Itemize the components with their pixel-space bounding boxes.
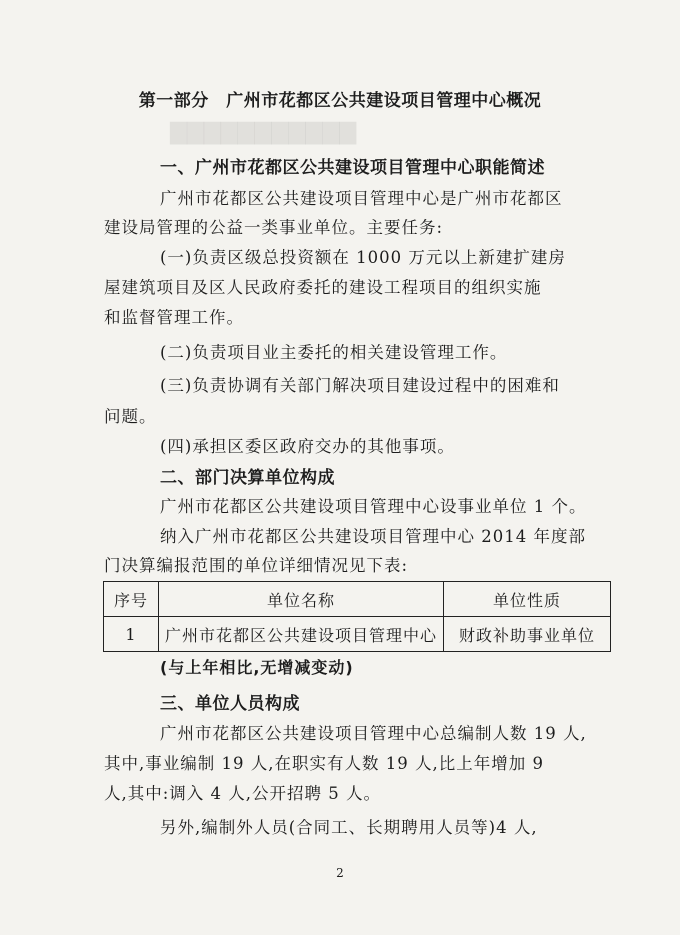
section3-para1-line3: 人,其中:调入 4 人,公开招聘 5 人。 [104,784,382,803]
section3-para1-line2: 其中,事业编制 19 人,在职实有人数 19 人,比上年增加 9 [104,754,544,773]
section1-heading: 一、广州市花都区公共建设项目管理中心职能简述 [160,158,545,178]
table-cell: 1 [104,617,159,652]
section1-intro-line1: 广州市花都区公共建设项目管理中心是广州市花都区 [160,189,563,208]
section1-task3-line1: (三)负责协调有关部门解决项目建设过程中的困难和 [160,376,560,395]
section2-heading: 二、部门决算单位构成 [160,468,335,488]
page-number: 2 [336,866,344,880]
bleed-through-decoration: ▇▇▇▇▇▇▇▇▇▇▇ [170,120,357,145]
section2-para2-line1: 纳入广州市花都区公共建设项目管理中心 2014 年度部 [160,527,586,546]
part-title: 第一部分 广州市花都区公共建设项目管理中心概况 [138,91,542,111]
section1-intro-line2: 建设局管理的公益一类事业单位。主要任务: [104,218,444,237]
section2-para2-line2: 门决算编报范围的单位详细情况见下表: [104,556,409,575]
section1-task4-line1: (四)承担区委区政府交办的其他事项。 [160,437,455,456]
section2-note: (与上年相比,无增减变动) [160,658,354,677]
section3-para2-line1: 另外,编制外人员(合同工、长期聘用人员等)4 人, [160,818,538,837]
section1-task1-line3: 和监督管理工作。 [104,308,244,327]
table-header-row [104,582,611,617]
table-row [104,617,611,652]
section1-task2-line1: (二)负责项目业主委托的相关建设管理工作。 [160,343,508,362]
table-header-cell: 序号 [104,582,159,617]
table-header-cell: 单位性质 [444,582,611,617]
section1-task3-line2: 问题。 [104,407,157,426]
section2-para1: 广州市花都区公共建设项目管理中心设事业单位 1 个。 [160,497,587,516]
table-header-cell: 单位名称 [159,582,444,617]
units-table [103,581,611,652]
section3-heading: 三、单位人员构成 [160,694,300,714]
section1-task1-line2: 屋建筑项目及区人民政府委托的建设工程项目的组织实施 [104,278,542,297]
section1-task1-line1: (一)负责区级总投资额在 1000 万元以上新建扩建房 [160,248,566,267]
table-cell: 广州市花都区公共建设项目管理中心 [159,617,444,652]
table-cell: 财政补助事业单位 [444,617,611,652]
section3-para1-line1: 广州市花都区公共建设项目管理中心总编制人数 19 人, [160,724,587,743]
